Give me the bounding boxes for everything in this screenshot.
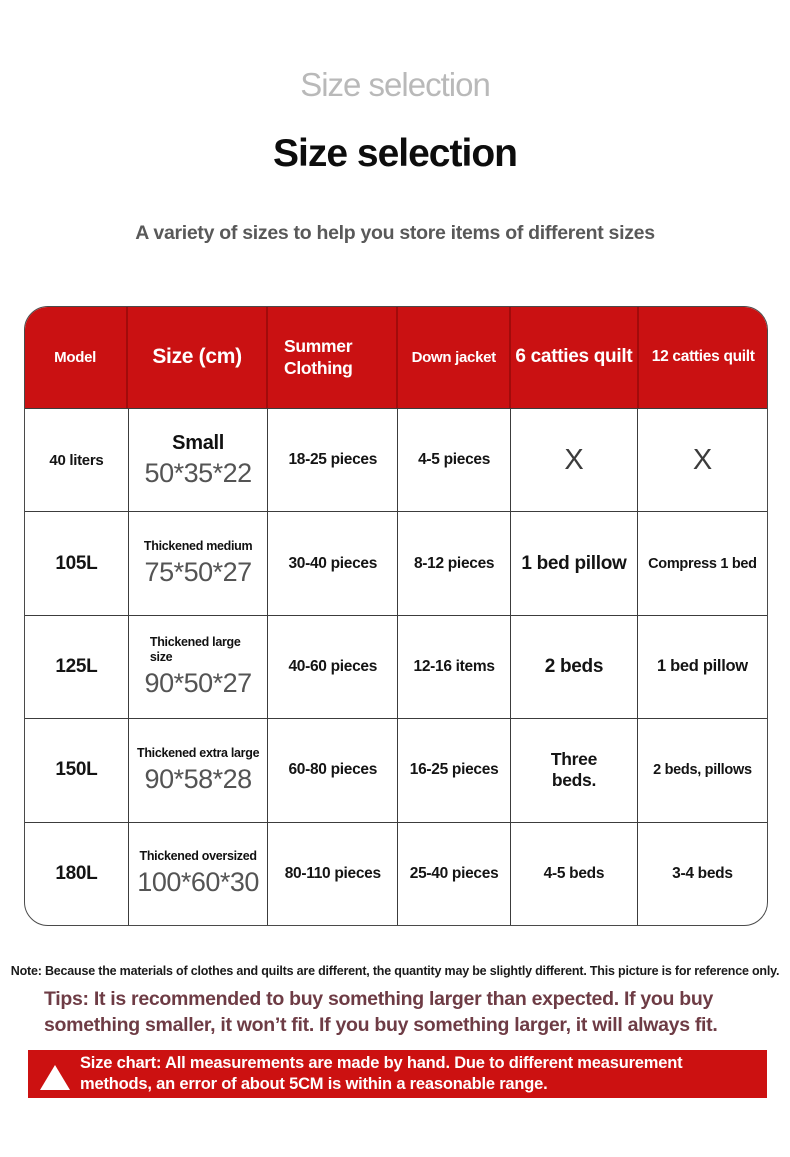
cell-6-catties-quilt: 4-5 beds [511, 823, 638, 925]
table-row [25, 718, 767, 821]
size-dims: 90*58*28 [144, 763, 252, 794]
table-header-row [24, 306, 768, 408]
cell-model: 40 liters [25, 409, 129, 511]
cell-12-catties-quilt: 3-4 beds [672, 864, 733, 882]
cell-12-catties-quilt: X [692, 443, 712, 476]
cell-summer-clothing: 18-25 pieces [268, 409, 398, 511]
cell-down-jacket: 25-40 pieces [398, 823, 511, 925]
cell-12-catties-quilt: Compress 1 bed [648, 555, 757, 572]
cell-size [129, 616, 268, 718]
size-label: Small [172, 432, 225, 455]
cell-6-catties-quilt: X [511, 409, 638, 511]
cell-size [129, 823, 268, 925]
size-dims: 50*35*22 [144, 458, 252, 489]
table-row [25, 408, 767, 511]
size-dims: 100*60*30 [137, 867, 259, 898]
size-label: Thickened medium [143, 539, 253, 554]
warning-triangle-icon [40, 1065, 70, 1090]
cell-12-catties-quilt: 1 bed pillow [656, 657, 748, 676]
cell-text: Three beds. [550, 749, 597, 791]
cell-size [129, 512, 268, 614]
size-dims: 90*50*27 [144, 667, 252, 698]
header-cell-down-jacket: Down jacket [398, 306, 511, 408]
cell-6-catties-quilt: 1 bed pillow [511, 512, 638, 614]
cell-size [129, 719, 268, 821]
size-label: Thickened oversized [139, 849, 257, 864]
cell-summer-clothing: 40-60 pieces [268, 616, 398, 718]
header-cell-size: Size (cm) [128, 306, 268, 408]
cell-down-jacket: 12-16 items [398, 616, 511, 718]
cell-down-jacket: 8-12 pieces [398, 512, 511, 614]
table-row [25, 511, 767, 614]
cell-size [129, 409, 268, 511]
cell-down-jacket: 4-5 pieces [398, 409, 511, 511]
table-row [25, 822, 767, 925]
watermark-title: Size selection [300, 66, 490, 103]
cell-model: 150L [25, 719, 129, 821]
table-row [25, 615, 767, 718]
header-cell-summer-clothing: Summer Clothing [268, 306, 398, 408]
cell-6-catties-quilt: 2 beds [511, 616, 638, 718]
cell-summer-clothing: 30-40 pieces [268, 512, 398, 614]
header-cell-6-catties-quilt: 6 catties quilt [511, 306, 638, 408]
tips-text: Tips: It is recommended to buy something larger than expected. If you buy something smaller, it won’t fit. If you buy something larger, it will always fit. [44, 988, 718, 1036]
cell-summer-clothing: 60-80 pieces [268, 719, 398, 821]
cell-summer-clothing: 80-110 pieces [268, 823, 398, 925]
cell-down-jacket: 16-25 pieces [398, 719, 511, 821]
page-title: Size selection [273, 132, 517, 175]
cell-model: 180L [25, 823, 129, 925]
header-cell-model: Model [24, 306, 128, 408]
size-label: Thickened large size [149, 634, 241, 664]
cell-model: 125L [25, 616, 129, 718]
note-text: Note: Because the materials of clothes and quilts are different, the quantity may be slightly different. This picture is for reference only. [10, 964, 780, 978]
page-subtitle: A variety of sizes to help you store items of different sizes [135, 222, 655, 244]
size-dims: 75*50*27 [144, 557, 252, 588]
banner-text: Size chart: All measurements are made by hand. Due to different measurement methods, an error of about 5CM is within a reasonable range. [80, 1054, 683, 1093]
size-chart-banner [28, 1050, 767, 1098]
size-table [24, 306, 768, 926]
cell-model: 105L [25, 512, 129, 614]
size-label: Thickened extra large [137, 745, 260, 760]
cell-12-catties-quilt: 2 beds, pillows [653, 762, 752, 779]
cell-6-catties-quilt [511, 719, 638, 821]
header-cell-12-catties-quilt: 12 catties quilt [651, 348, 755, 365]
